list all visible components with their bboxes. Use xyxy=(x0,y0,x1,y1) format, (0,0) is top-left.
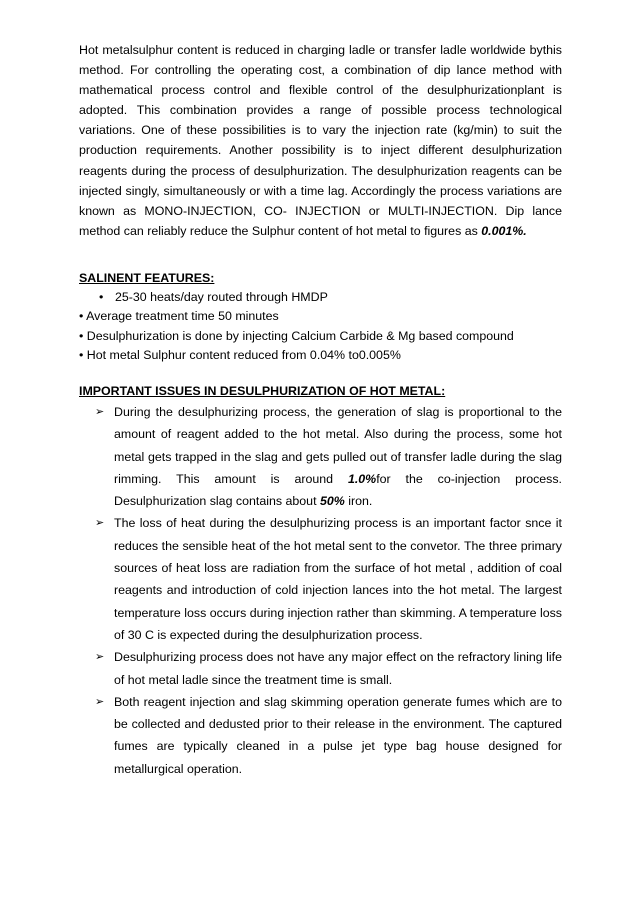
list-item xyxy=(79,327,562,347)
arrow-bullet-icon: ➢ xyxy=(95,695,105,708)
list-item xyxy=(79,512,562,646)
important-issues-heading: IMPORTANT ISSUES IN DESULPHURIZATION OF HOT METAL: xyxy=(79,383,446,398)
arrow-bullet-icon: ➢ xyxy=(95,405,105,418)
issue-text: iron. xyxy=(344,494,373,509)
feature-text: • Desulphurization is done by injecting Calcium Carbide & Mg based compound xyxy=(79,328,514,343)
issue-text: Desulphurizing process does not have any major effect on the refractory lining life of hot metal ladle since the treatment time is small. xyxy=(114,650,562,687)
issue-text: During the desulphurizing process, the generation of slag is proportional to the amount of reagent added to the hot metal. Also during the process, some hot metal gets trapped in the slag and gets pulled out of transfer ladle during the slag rimming. This amount is around xyxy=(114,404,562,486)
issue-text: Both reagent injection and slag skimming operation generate fumes which are to be collected and dedusted prior to their release in the environment. The captured fumes are typically cleaned in a pulse jet type bag house designed for metallurgical operation. xyxy=(114,694,562,776)
bullet-icon: • xyxy=(99,289,104,304)
issue-text: for the co-injection process. Desulphurization slag contains about xyxy=(114,471,563,509)
salient-features-list xyxy=(79,288,562,366)
list-item xyxy=(79,401,562,512)
issue-emphasis: 50% xyxy=(319,494,345,509)
intro-paragraph xyxy=(79,40,562,241)
intro-emphasis: 0.001%. xyxy=(481,223,527,238)
issue-emphasis: 1.0% xyxy=(347,471,377,486)
issue-text: The loss of heat during the desulphurizing process is an important factor snce it reduces the sensible heat of the hot metal sent to the convetor. The three primary sources of heat loss are radiation from the surface of hot metal , addition of coal reagents and introduction of cold injection lances into the hot metal. The largest temperature loss occurs during injection rather than skimming. A temperature loss of 30 C is expected during the desulphurization process. xyxy=(114,516,562,642)
arrow-bullet-icon: ➢ xyxy=(95,517,105,530)
salient-features-heading: SALINENT FEATURES: xyxy=(79,270,215,285)
list-item xyxy=(79,691,562,780)
feature-text: • Hot metal Sulphur content reduced from 0.04% to0.005% xyxy=(79,348,401,363)
feature-text: 25-30 heats/day routed through HMDP xyxy=(115,289,328,304)
list-item xyxy=(79,307,562,327)
intro-text: Hot metalsulphur content is reduced in charging ladle or transfer ladle worldwide bythis method. For controlling the operating cost, a combination of dip lance method with mathematical process control and flexible control of the desulphurizationplant is adopted. This combination provides a range of possible process technological variations. One of these possibilities is to vary the injection rate (kg/min) to suit the production requirements. Another possibility is to inject different desulphurization reagents during the process of desulphurization. The desulphurization reagents can be injected singly, simultaneously or with a time lag. Accordingly the process variations are known as MONO-INJECTION, CO- INJECTION or MULTI-INJECTION. Dip lance method can reliably reduce the Sulphur content of hot metal to figures as xyxy=(79,43,562,238)
list-item xyxy=(79,346,562,366)
document-page xyxy=(79,40,562,780)
important-issues-list xyxy=(79,401,562,780)
list-item xyxy=(79,646,562,691)
list-item xyxy=(79,288,562,308)
feature-text: • Average treatment time 50 minutes xyxy=(79,309,279,324)
arrow-bullet-icon: ➢ xyxy=(95,651,105,664)
